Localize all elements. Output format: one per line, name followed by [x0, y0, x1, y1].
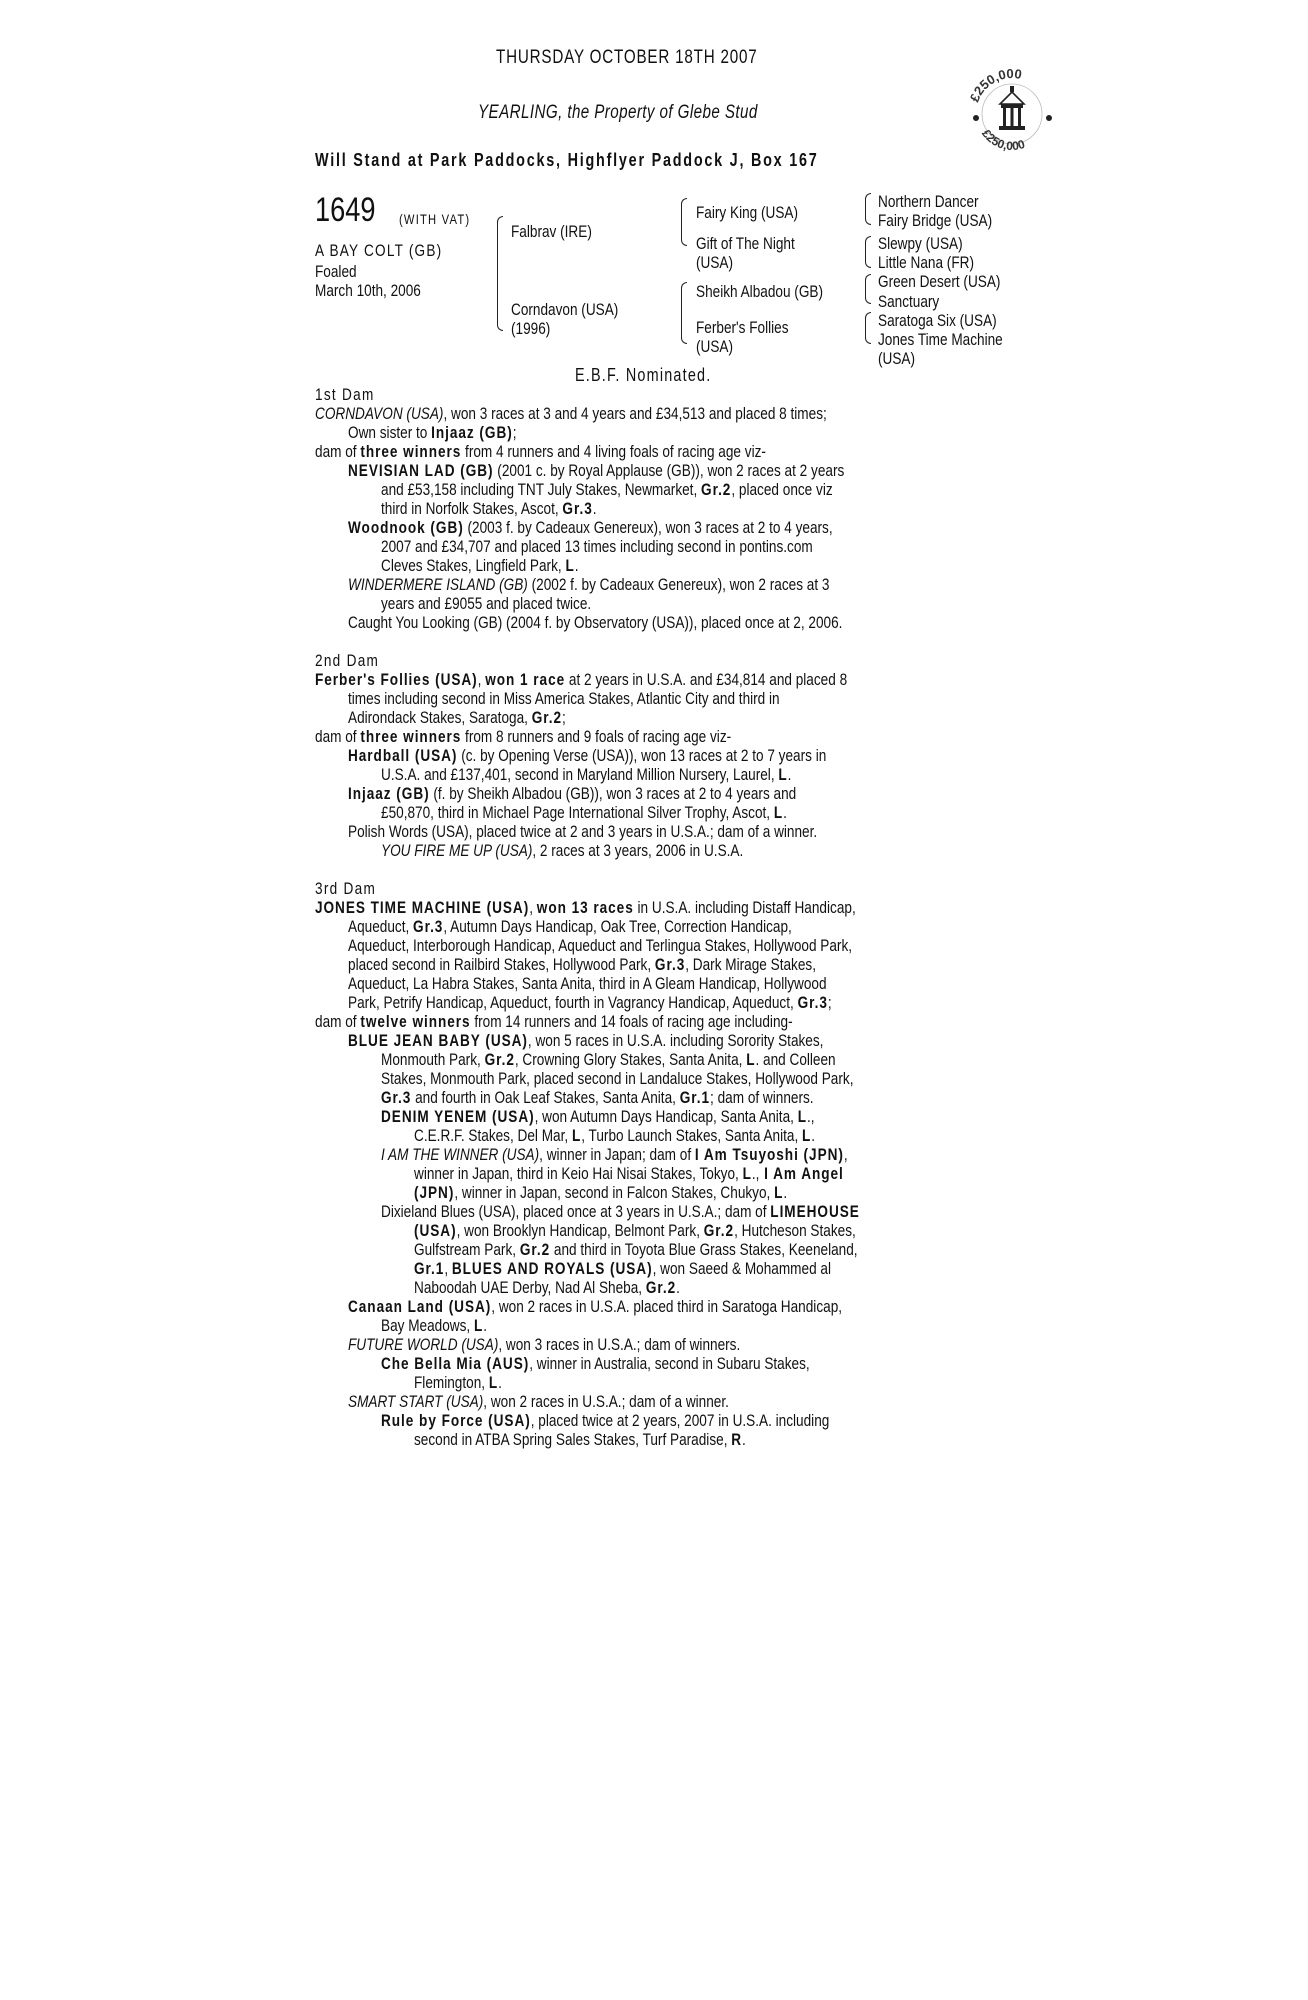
pedigree-line: Aqueduct, Gr.3, Autumn Days Handicap, Oak Tree, Correction Handicap,	[348, 917, 792, 936]
pedigree-line: JONES TIME MACHINE (USA), won 13 races in U.S.A. including Distaff Handicap,	[315, 898, 856, 917]
dam-dam-country: (USA)	[696, 337, 734, 356]
pedigree-line: dam of three winners from 8 runners and 9 foals of racing age viz-	[315, 727, 732, 746]
pedigree-brace	[497, 216, 503, 331]
pedigree-brace	[681, 282, 687, 344]
pedigree-line: FUTURE WORLD (USA), won 3 races in U.S.A.; dam of winners.	[348, 1335, 741, 1354]
ancestor-sds: Slewpy (USA)	[878, 234, 963, 253]
pedigree-line: Woodnook (GB) (2003 f. by Cadeaux Genereux), won 3 races at 2 to 4 years,	[348, 518, 833, 537]
pedigree-line: Aqueduct, Interborough Handicap, Aqueduct and Terlingua Stakes, Hollywood Park,	[348, 936, 853, 955]
pedigree-line: Caught You Looking (GB) (2004 f. by Observatory (USA)), placed once at 2, 2006.	[348, 613, 843, 632]
pedigree-line: Gr.1, BLUES AND ROYALS (USA), won Saeed & Mohammed al	[414, 1259, 831, 1278]
pedigree-line: I AM THE WINNER (USA), winner in Japan; dam of I Am Tsuyoshi (JPN),	[381, 1145, 848, 1164]
pedigree-line: YOU FIRE ME UP (USA), 2 races at 3 years, 2006 in U.S.A.	[381, 841, 744, 860]
pedigree-line: Gulfstream Park, Gr.2 and third in Toyota Blue Grass Stakes, Keeneland,	[414, 1240, 858, 1259]
ancestor-ddd: Jones Time Machine	[878, 330, 1003, 349]
pedigree-line: Dixieland Blues (USA), placed once at 3 years in U.S.A.; dam of LIMEHOUSE	[381, 1202, 860, 1221]
pedigree-line: Monmouth Park, Gr.2, Crowning Glory Stakes, Santa Anita, L. and Colleen	[381, 1050, 836, 1069]
foaled-label: Foaled	[315, 262, 357, 281]
pedigree-line: Stakes, Monmouth Park, placed second in Landaluce Stakes, Hollywood Park,	[381, 1069, 854, 1088]
pedigree-brace	[865, 312, 871, 344]
pedigree-line: (USA), won Brooklyn Handicap, Belmont Park, Gr.2, Hutcheson Stakes,	[414, 1221, 856, 1240]
pedigree-line: Che Bella Mia (AUS), winner in Australia, second in Subaru Stakes,	[381, 1354, 810, 1373]
third-dam-heading: 3rd Dam	[315, 879, 377, 898]
ancestor-dds: Saratoga Six (USA)	[878, 311, 997, 330]
pedigree-line: BLUE JEAN BABY (USA), won 5 races in U.S.A. including Sorority Stakes,	[348, 1031, 824, 1050]
pedigree-line: SMART START (USA), won 2 races in U.S.A.; dam of a winner.	[348, 1392, 729, 1411]
pedigree-line: dam of three winners from 4 runners and 4 living foals of racing age viz-	[315, 442, 766, 461]
pedigree-line: U.S.A. and £137,401, second in Maryland Million Nursery, Laurel, L.	[381, 765, 792, 784]
pedigree-line: winner in Japan, third in Keio Hai Nisai Stakes, Tokyo, L., I Am Angel	[414, 1164, 844, 1183]
pedigree-line: WINDERMERE ISLAND (GB) (2002 f. by Cadeaux Genereux), won 2 races at 3	[348, 575, 830, 594]
vat-note: (WITH VAT)	[399, 211, 471, 227]
pedigree-line: £50,870, third in Michael Page International Silver Trophy, Ascot, L.	[381, 803, 787, 822]
pedigree-line: and £53,158 including TNT July Stakes, Newmarket, Gr.2, placed once viz	[381, 480, 833, 499]
pedigree-brace	[681, 198, 687, 246]
pedigree-line: placed second in Railbird Stakes, Hollywood Park, Gr.3, Dark Mirage Stakes,	[348, 955, 816, 974]
dam-year: (1996)	[511, 319, 551, 338]
pedigree-line: Bay Meadows, L.	[381, 1316, 488, 1335]
ancestor-sss: Northern Dancer	[878, 192, 979, 211]
svg-text:£250,000	[967, 66, 1023, 104]
pedigree-line: Naboodah UAE Derby, Nad Al Sheba, Gr.2.	[414, 1278, 680, 1297]
pedigree-line: Canaan Land (USA), won 2 races in U.S.A. placed third in Saratoga Handicap,	[348, 1297, 843, 1316]
dam: Corndavon (USA)	[511, 300, 619, 319]
pedigree-line: second in ATBA Spring Sales Stakes, Turf Paradise, R.	[414, 1430, 746, 1449]
lot-vendor: YEARLING, the Property of Glebe Stud	[478, 102, 758, 123]
first-dam-heading: 1st Dam	[315, 385, 375, 404]
dam-dam: Ferber's Follies	[696, 318, 789, 337]
sire: Falbrav (IRE)	[511, 222, 592, 241]
lot-description: A BAY COLT (GB)	[315, 241, 443, 260]
pedigree-line: Gr.3 and fourth in Oak Leaf Stakes, Santa Anita, Gr.1; dam of winners.	[381, 1088, 814, 1107]
svg-text:£250,000	[979, 127, 1027, 154]
ancestor-dss: Green Desert (USA)	[878, 272, 1001, 291]
pedigree-line: DENIM YENEM (USA), won Autumn Days Handicap, Santa Anita, L.,	[381, 1107, 815, 1126]
ebf-note: E.B.F. Nominated.	[575, 365, 712, 385]
pedigree-line: Adirondack Stakes, Saratoga, Gr.2;	[348, 708, 566, 727]
pedigree-brace	[865, 193, 871, 225]
pedigree-line: Own sister to Injaaz (GB);	[348, 423, 517, 442]
pedigree-line: C.E.R.F. Stakes, Del Mar, L, Turbo Launch Stakes, Santa Anita, L.	[414, 1126, 816, 1145]
ancestor-ssd: Fairy Bridge (USA)	[878, 211, 993, 230]
seal-bottom-text: £250,000	[979, 126, 1027, 154]
ancestor-dsd: Sanctuary	[878, 292, 940, 311]
pedigree-line: 2007 and £34,707 and placed 13 times including second in pontins.com	[381, 537, 813, 556]
seal-top-text: £250,000	[966, 65, 1023, 105]
sire-dam-country: (USA)	[696, 253, 734, 272]
sire-dam: Gift of The Night	[696, 234, 795, 253]
pedigree-line: Ferber's Follies (USA), won 1 race at 2 years in U.S.A. and £34,814 and placed 8	[315, 670, 848, 689]
pedigree-line: Park, Petrify Handicap, Aqueduct, fourth in Vagrancy Handicap, Aqueduct, Gr.3;	[348, 993, 832, 1012]
dam-sire: Sheikh Albadou (GB)	[696, 282, 824, 301]
pedigree-line: times including second in Miss America Stakes, Atlantic City and third in	[348, 689, 780, 708]
pedigree-line: Aqueduct, La Habra Stakes, Santa Anita, third in A Gleam Handicap, Hollywood	[348, 974, 827, 993]
stand-location: Will Stand at Park Paddocks, Highflyer Paddock J, Box 167	[315, 150, 819, 170]
foaled-date: March 10th, 2006	[315, 281, 421, 300]
pedigree-brace	[865, 236, 871, 268]
pedigree-line: Flemington, L.	[414, 1373, 502, 1392]
pedigree-line: NEVISIAN LAD (GB) (2001 c. by Royal Applause (GB)), won 2 races at 2 years	[348, 461, 845, 480]
pedigree-line: Polish Words (USA), placed twice at 2 and 3 years in U.S.A.; dam of a winner.	[348, 822, 818, 841]
pedigree-line: dam of twelve winners from 14 runners and 14 foals of racing age including-	[315, 1012, 793, 1031]
pedigree-line: (JPN), winner in Japan, second in Falcon Stakes, Chukyo, L.	[414, 1183, 788, 1202]
pedigree-brace	[865, 274, 871, 304]
pedigree-line: Hardball (USA) (c. by Opening Verse (USA)), won 13 races at 2 to 7 years in	[348, 746, 827, 765]
price-seal-icon	[962, 62, 1062, 162]
sire-sire: Fairy King (USA)	[696, 203, 799, 222]
ancestor-sdd: Little Nana (FR)	[878, 253, 974, 272]
pedigree-line: CORNDAVON (USA), won 3 races at 3 and 4 years and £34,513 and placed 8 times;	[315, 404, 827, 423]
pedigree-line: third in Norfolk Stakes, Ascot, Gr.3.	[381, 499, 597, 518]
sale-date: THURSDAY OCTOBER 18TH 2007	[496, 47, 758, 68]
ancestor-ddd-country: (USA)	[878, 349, 916, 368]
pedigree-line: Rule by Force (USA), placed twice at 2 years, 2007 in U.S.A. including	[381, 1411, 830, 1430]
lot-number: 1649	[315, 191, 376, 229]
second-dam-heading: 2nd Dam	[315, 651, 380, 670]
pedigree-line: years and £9055 and placed twice.	[381, 594, 592, 613]
pedigree-line: Injaaz (GB) (f. by Sheikh Albadou (GB)), won 3 races at 2 to 4 years and	[348, 784, 797, 803]
pedigree-line: Cleves Stakes, Lingfield Park, L.	[381, 556, 579, 575]
